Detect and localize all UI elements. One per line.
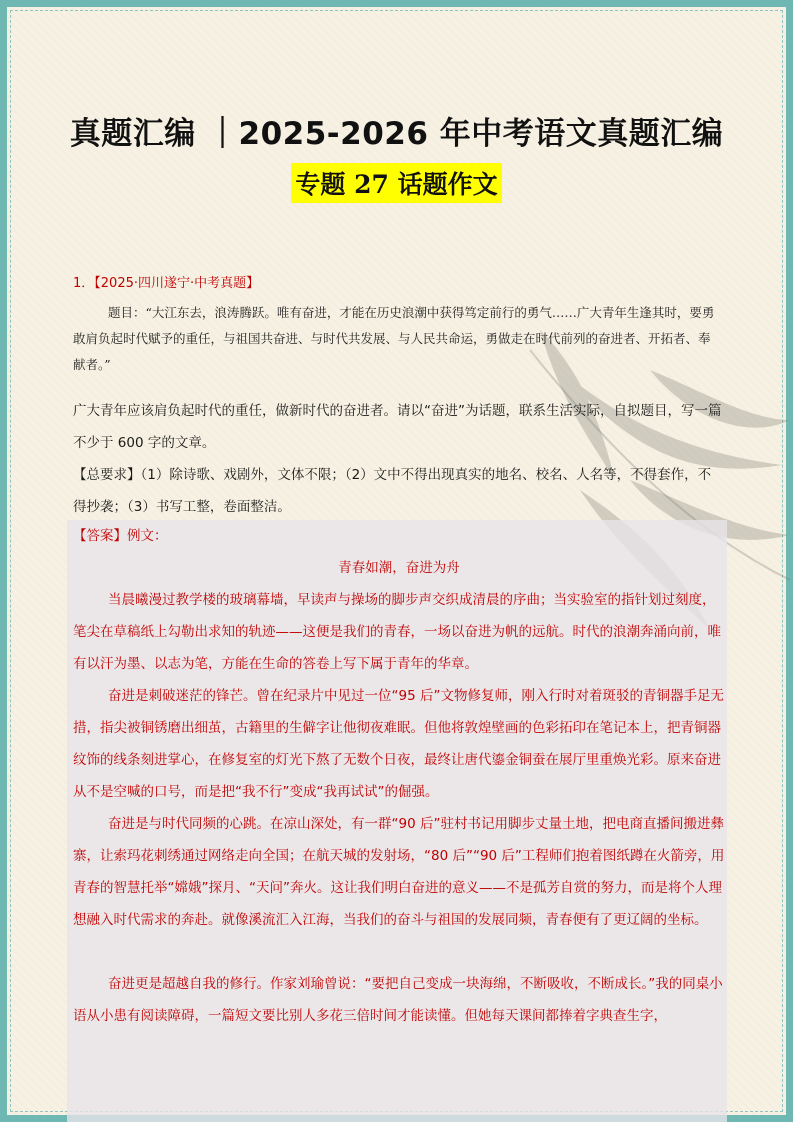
essay-paragraph: 奋进是刺破迷茫的锋芒。曾在纪录片中见过一位“95 后”文物修复师，刚入行时对着斑驳的青铜器手足无措，指尖被铜锈磨出细茧，古籍里的生僻字让他彻夜难眠。但他将敦煌壁画的色彩拓印在笔记本上，把青铜器纹饰的线条刻进掌心，在修复室的灯光下熬了无数个日夜，最终让唐代鎏金铜蚕在展厅里重焕光彩。原来奋进从不是空喊的口号，而是把“我不行”变成“我再试试”的倔强。 bbox=[73, 688, 724, 800]
essay-paragraph: 当晨曦漫过教学楼的玻璃幕墙，早读声与操场的脚步声交织成清晨的序曲；当实验室的指针划过刻度，笔尖在草稿纸上勾勒出求知的轨迹——这便是我们的青春，一场以奋进为帆的远航。时代的浪潮奔涌向前，唯有以汗为墨、以志为笔，方能在生命的答卷上写下属于青年的华章。 bbox=[73, 592, 721, 672]
topic-subtitle-highlighted: 专题 27 话题作文 bbox=[291, 163, 501, 203]
essay-title: 青春如潮，奋进为舟 bbox=[338, 560, 460, 576]
question-instruction: 广大青年应该肩负起时代的重任，做新时代的奋进者。请以“奋进”为话题，联系生活实际，自拟题目，写一篇不少于 600 字的文章。 bbox=[73, 403, 722, 451]
page-title: 真题汇编 ｜2025-2026 年中考语文真题汇编 bbox=[69, 116, 724, 152]
answer-label: 【答案】例文： bbox=[73, 528, 168, 544]
question-requirements: 【总要求】（1）除诗歌、戏剧外，文体不限；（2）文中不得出现真实的地名、校名、人名等，不得套作，不得抄袭；（3）书写工整，卷面整洁。 bbox=[73, 467, 712, 515]
essay-paragraph: 奋进更是超越自我的修行。作家刘瑜曾说：“要把自己变成一块海绵，不断吸收，不断成长。”我的同桌小语从小患有阅读障碍，一篇短文要比别人多花三倍时间才能读懂。但她每天课间都捧着字典查生字， bbox=[73, 976, 723, 1024]
question-number-source: 1．【2025·四川遂宁·中考真题】 bbox=[73, 276, 260, 291]
essay-paragraph: 奋进是与时代同频的心跳。在凉山深处，有一群“90 后”驻村书记用脚步丈量土地，把电商直播间搬进彝寨，让索玛花刺绣通过网络走向全国；在航天城的发射场，“80 后”“90 后”工程师们抱着图纸蹲在火箭旁，用青春的智慧托举“嫦娥”探月、“天问”奔火。这让我们明白奋进的意义——不是孤芳自赏的努力，而是将个人理想融入时代需求的奔赴。就像溪流汇入江海，当我们的奋斗与祖国的发展同频，青春便有了更辽阔的坐标。 bbox=[73, 816, 725, 928]
question-prompt-quote: 题目：“大江东去，浪涛腾跃。唯有奋进，才能在历史浪潮中获得笃定前行的勇气……广大青年生逢其时，要勇敢肩负起时代赋予的重任，与祖国共奋进、与时代共发展、与人民共命运，勇做走在时代前列的奋进者、开拓者、奉献者。” bbox=[73, 305, 715, 372]
